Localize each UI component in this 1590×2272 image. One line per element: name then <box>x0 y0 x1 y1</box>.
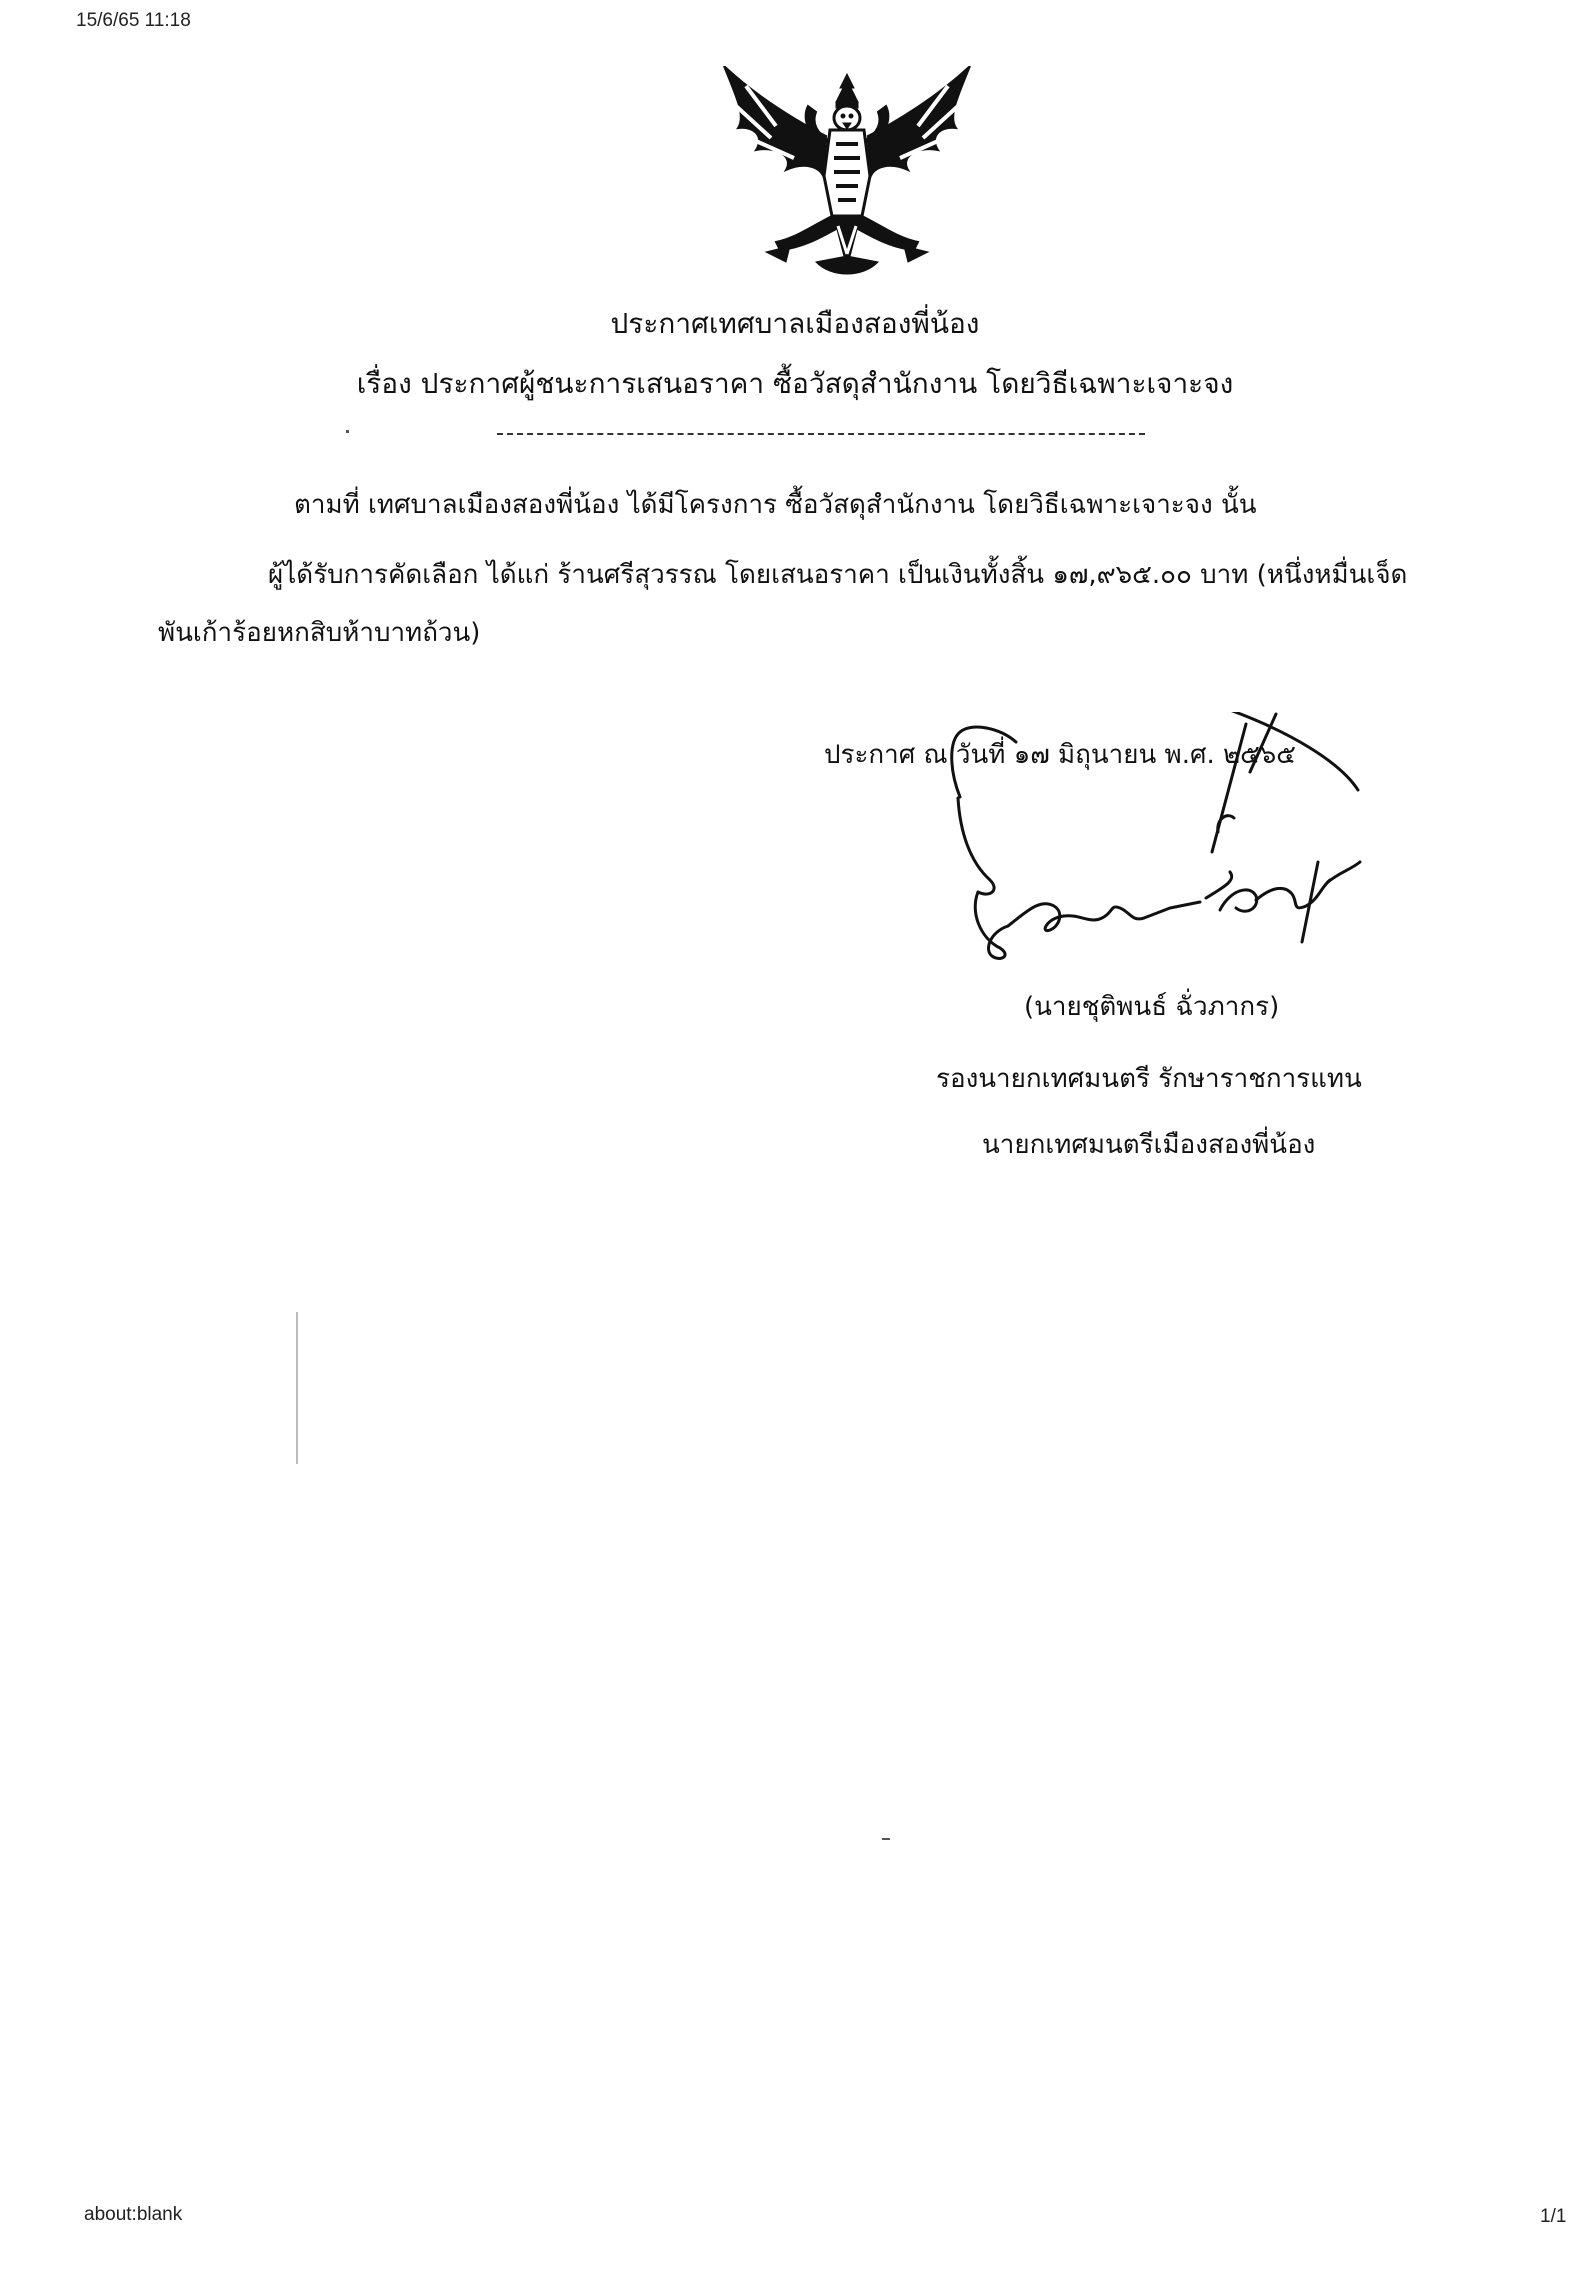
print-url: about:blank <box>84 2204 183 2225</box>
handwritten-signature-icon <box>930 712 1370 982</box>
date-line: ประกาศ ณ วันที่ ๑๗ มิถุนายน พ.ศ. ๒๕๖๕ <box>824 740 1296 770</box>
garuda-emblem-icon <box>716 66 978 288</box>
scan-artifact-dot <box>346 430 349 433</box>
body-line-2: ผู้ได้รับการคัดเลือก ได้แก่ ร้านศรีสุวรรณ โดยเสนอราคา เป็นเงินทั้งสิ้น ๑๗,๙๖๕.๐๐ บาท (หนึ่งหมื่นเจ็ด <box>268 560 1408 590</box>
scan-artifact-mark <box>882 1838 890 1840</box>
announcement-title: ประกาศเทศบาลเมืองสองพี่น้อง <box>610 307 980 340</box>
announcement-subject: เรื่อง ประกาศผู้ชนะการเสนอราคา ซื้อวัสดุสำนักงาน โดยวิธีเฉพาะเจาะจง <box>356 367 1234 400</box>
scan-artifact-line <box>296 1312 298 1464</box>
print-page-count: 1/1 <box>1540 2206 1567 2227</box>
body-line-1: ตามที่ เทศบาลเมืองสองพี่น้อง ได้มีโครงการ ซื้อวัสดุสำนักงาน โดยวิธีเฉพาะเจาะจง นั้น <box>294 490 1257 520</box>
separator-line <box>497 433 1145 435</box>
signer-name: (นายชุติพนธ์ ฉั่วภากร) <box>1024 992 1280 1022</box>
signer-position-2: นายกเทศมนตรีเมืองสองพี่น้อง <box>982 1130 1316 1160</box>
body-line-3: พันเก้าร้อยหกสิบห้าบาทถ้วน) <box>158 618 481 648</box>
signer-position-1: รองนายกเทศมนตรี รักษาราชการแทน <box>936 1064 1362 1094</box>
print-datetime: 15/6/65 11:18 <box>76 10 191 31</box>
